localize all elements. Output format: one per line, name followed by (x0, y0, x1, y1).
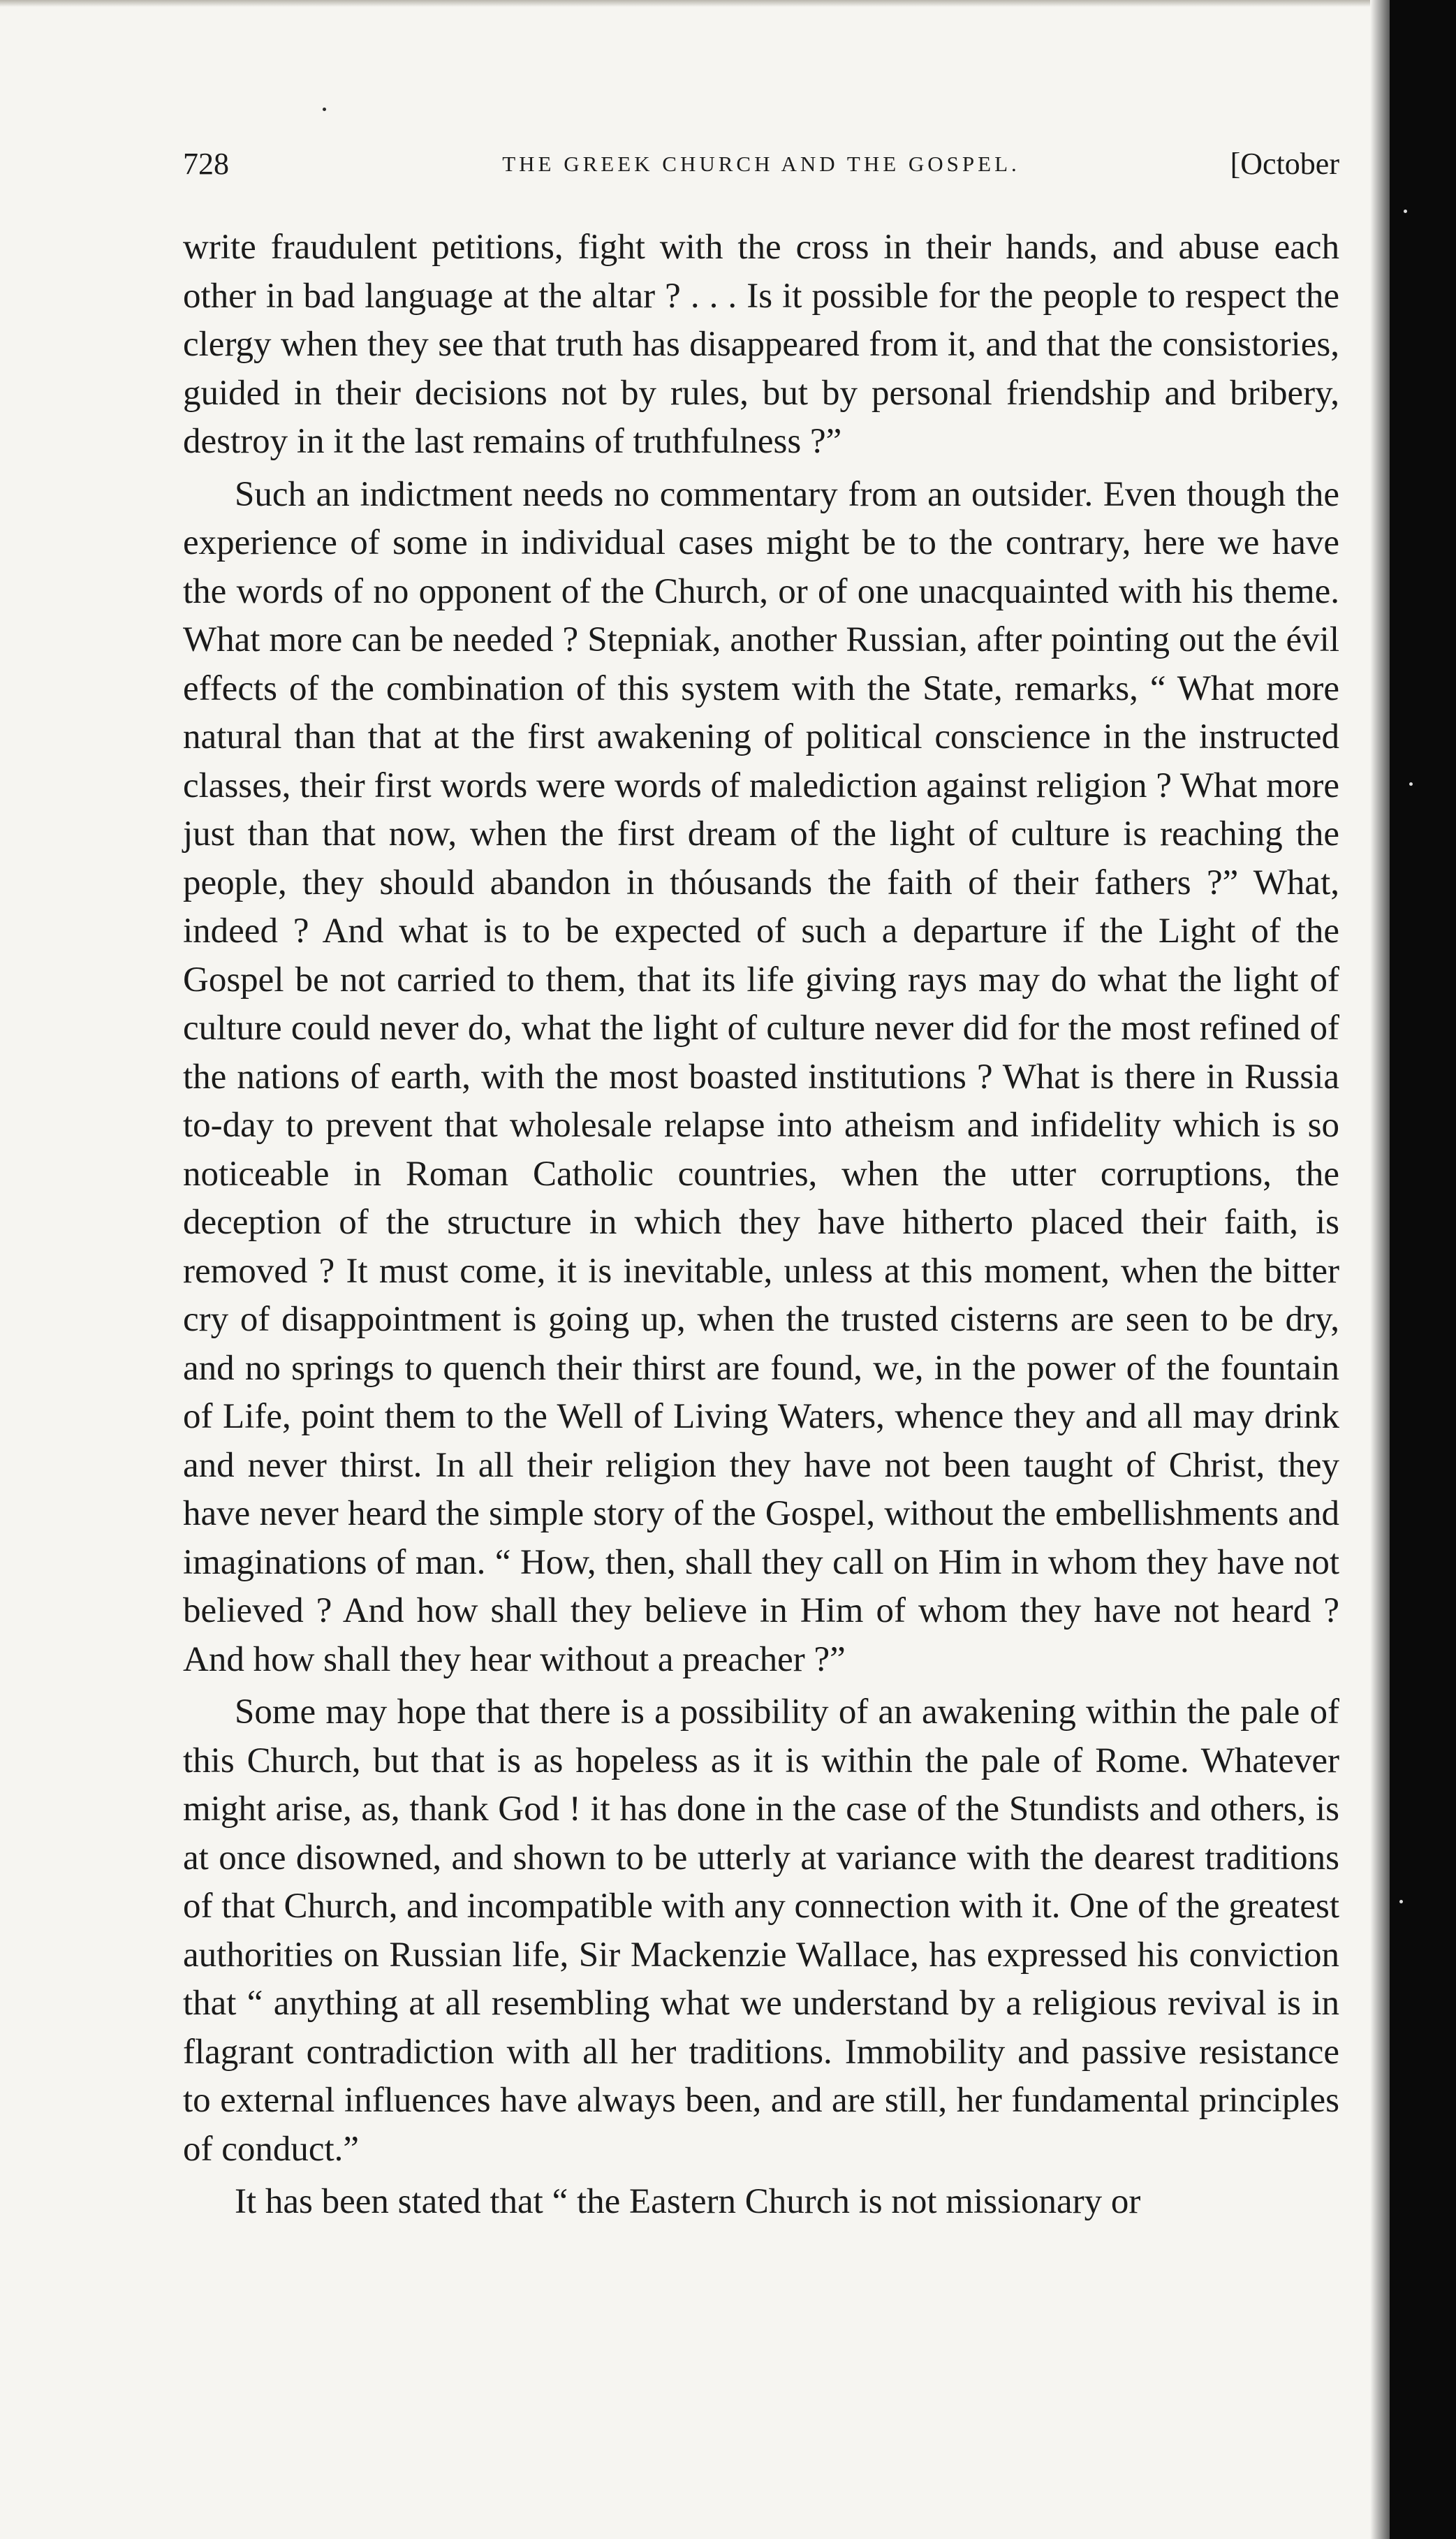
running-title: THE GREEK CHURCH AND THE GOSPEL. (502, 152, 1020, 176)
header-month: [October (1230, 147, 1339, 181)
page-top-edge (0, 0, 1390, 7)
paragraph: write fraudulent petitions, fight with the cross in their hands, and abuse each other in bad language at the altar ? . . . Is it possible for the people to respect the clergy when they see that truth has disappeared from it, and that the consistories, guided in their decisions not by rules, but by personal friendship and bribery, destroy in it the last remains of truthfulness ?” (183, 228, 1339, 461)
paragraph: Some may hope that there is a possibility of an awakening within the pale of this Church, but that is as hopeless as it is within the pale of Rome. Whatever might arise, as, thank God ! it has done in the case of the Stundists and others, is at once disowned, and shown to be utterly at variance with the dearest traditions of that Church, and incompatible with any connection with it. One of the greatest authorities on Russian life, Sir Mackenzie Wallace, has expressed his conviction that “ anything at all resembling what we understand by a religious revival is in flagrant contradiction with all her traditions. Immobility and passive resistance to external influences have always been, and are still, her fundamental principles of conduct.” (183, 1692, 1339, 2169)
paragraph: It has been stated that “ the Eastern Church is not missionary or (235, 2182, 1141, 2221)
running-header (183, 140, 1339, 189)
print-speck (1399, 1900, 1403, 1903)
print-speck (323, 108, 326, 111)
binding-shadow (1370, 0, 1390, 2539)
body-text (183, 224, 1339, 2227)
print-speck (1409, 782, 1413, 786)
print-speck (1404, 210, 1407, 213)
page-number: 728 (183, 147, 229, 181)
binding-edge (1390, 0, 1456, 2539)
paragraph: Such an indictment needs no commentary from an outsider. Even though the experience of some in individual cases might be to the contrary, here we have the words of no opponent of the Church, or of one unacquainted with his theme. What more can be needed ? Stepniak, another Russian, after pointing out the évil effects of the combination of this system with the State, remarks, “ What more natural than that at the first awakening of political conscience in the instructed classes, their first words were words of malediction against religion ? What more just than that now, when the first dream of the light of culture is reaching the people, they should abandon in thóusands the faith of their fathers ?” What, indeed ? And what is to be expected of such a departure if the Light of the Gospel be not carried to them, that its life giving rays may do what the light of culture could never do, what the light of culture never did for the most refined of the nations of earth, with the most boasted institutions ? What is there in Russia to-day to prevent that wholesale relapse into atheism and infidelity which is so noticeable in Roman Catholic countries, when the utter corruptions, the deception of the structure in which they have hitherto placed their faith, is removed ? It must come, it is inevitable, unless at this moment, when the bitter cry of disappointment is going up, when the trusted cisterns are seen to be dry, and no springs to quench their thirst are found, we, in the power of the fountain of Life, point them to the Well of Living Waters, whence they and all may drink and never thirst. In all their religion they have not been taught of Christ, they have never heard the simple story of the Gospel, without the embellishments and imaginations of man. “ How, then, shall they call on Him in whom they have not believed ? And how shall they believe in Him of whom they have not heard ? And how shall they hear without a preacher ?” (183, 474, 1339, 1679)
